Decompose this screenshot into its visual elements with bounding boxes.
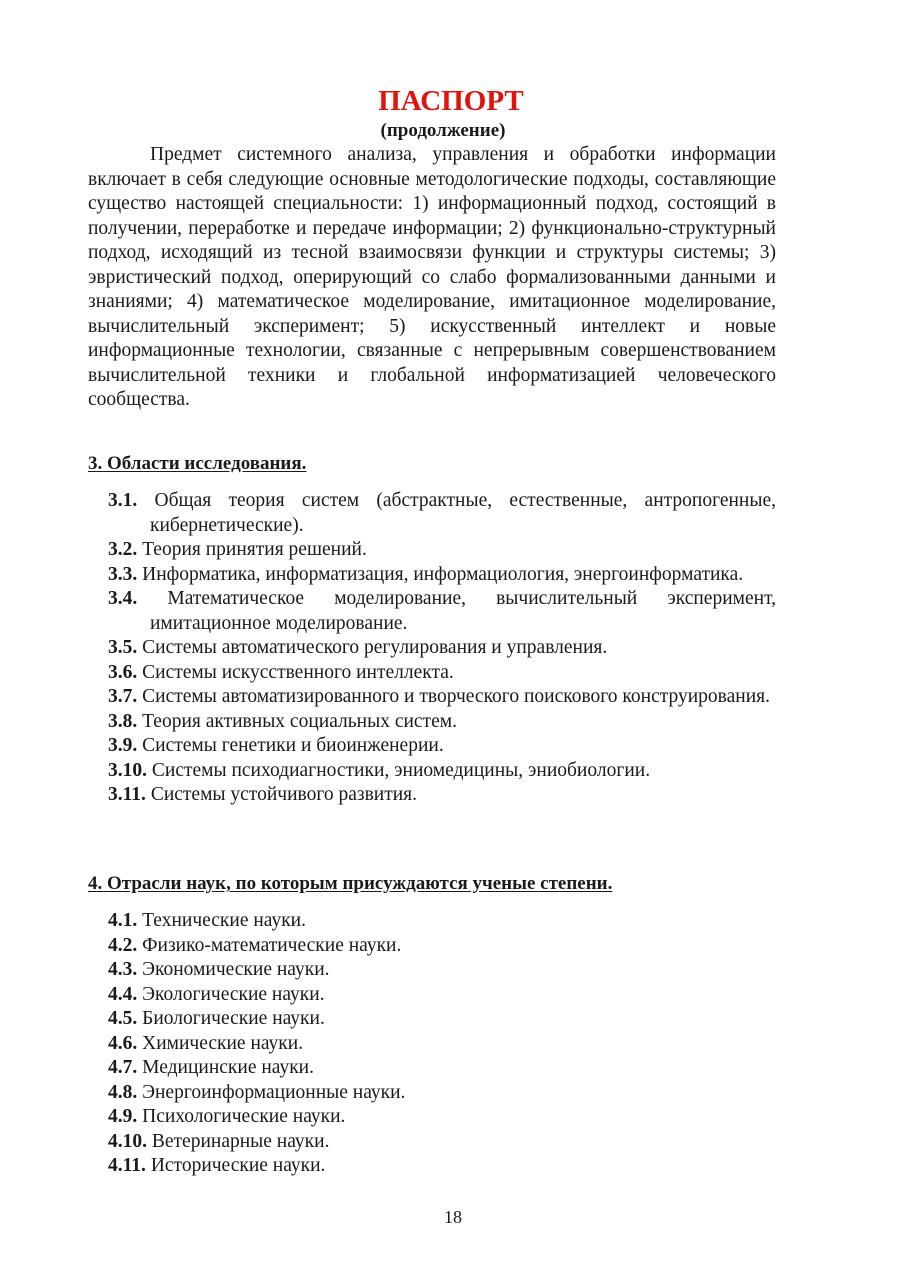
list-item (108, 909, 776, 934)
item-number: 3.7. (108, 686, 138, 707)
list-item (108, 1032, 776, 1057)
item-number: 3.5. (108, 637, 138, 658)
page-subtitle: (продолжение) (380, 120, 506, 141)
item-number: 4.4. (108, 983, 138, 1005)
item-number: 3.1. (108, 490, 138, 511)
item-number: 3.9. (108, 735, 138, 756)
item-number: 3.6. (108, 661, 138, 683)
item-number: 4.11. (108, 1155, 146, 1176)
section-4-heading: 4. Отрасли наук, по которым присуждаются ученые степени. (88, 873, 613, 894)
item-number: 3.3. (108, 563, 138, 585)
item-number: 4.10. (108, 1130, 147, 1152)
list-item (108, 783, 776, 808)
item-number: 4.1. (108, 910, 138, 931)
list-item (108, 1081, 776, 1106)
item-number: 4.2. (108, 934, 138, 956)
list-item (108, 1130, 776, 1155)
item-text: Экономические науки. (142, 959, 330, 980)
list-item (108, 1007, 776, 1032)
item-text: Системы искусственного интеллекта. (142, 661, 454, 683)
item-number: 4.6. (108, 1032, 138, 1054)
item-text: Теория принятия решений. (142, 539, 367, 560)
item-text: Системы генетики и биоинженерии. (142, 735, 444, 756)
item-text: Ветеринарные науки. (151, 1130, 330, 1152)
item-text: Медицинские науки. (142, 1057, 314, 1078)
item-text: Теория активных социальных систем. (142, 710, 457, 732)
item-text: Системы автоматического регулирования и управления. (142, 637, 608, 658)
page-title: ПАСПОРТ (378, 85, 524, 117)
item-text: Химические науки. (142, 1032, 304, 1054)
item-text: Системы устойчивого развития. (150, 784, 418, 805)
item-text: Энергоинформационные науки. (142, 1081, 406, 1103)
item-number: 4.5. (108, 1008, 138, 1029)
list-item (108, 1105, 776, 1130)
section-3-list (108, 489, 776, 808)
item-text: Математическое моделирование, вычислительный эксперимент, имитационное моделирование. (150, 588, 776, 634)
item-text: Биологические науки. (142, 1008, 325, 1029)
item-number: 3.4. (108, 588, 138, 609)
list-item (108, 685, 776, 710)
page-number: 18 (444, 1207, 462, 1227)
item-text: Физико-математические науки. (142, 934, 402, 956)
list-item (108, 734, 776, 759)
item-text: Системы автоматизированного и творческого поискового конструирования. (142, 686, 771, 707)
list-item (108, 489, 776, 538)
item-number: 3.8. (108, 710, 138, 732)
item-number: 4.8. (108, 1081, 138, 1103)
item-text: Информатика, информатизация, информациология, энергоинформатика. (142, 563, 744, 585)
section-4-list (108, 909, 776, 1179)
item-number: 3.11. (108, 784, 146, 805)
item-text: Общая теория систем (абстрактные, естественные, антропогенные, кибернетические). (150, 490, 776, 536)
item-number: 3.2. (108, 539, 138, 560)
item-number: 4.7. (108, 1057, 138, 1078)
item-text: Психологические науки. (142, 1106, 346, 1127)
item-text: Экологические науки. (142, 983, 325, 1005)
list-item (108, 934, 776, 959)
list-item (108, 983, 776, 1008)
item-number: 3.10. (108, 759, 147, 781)
item-number: 4.9. (108, 1106, 138, 1127)
item-text: Системы психодиагностики, эниомедицины, эниобиологии. (151, 759, 651, 781)
section-3-heading: 3. Области исследования. (88, 453, 307, 474)
item-text: Технические науки. (142, 910, 306, 931)
list-item (108, 1056, 776, 1081)
list-item (108, 759, 776, 784)
intro-paragraph: Предмет системного анализа, управления и обработки информации включает в себя следующие основные методологические подходы, составляющие существо настоящей специальности: 1) информационный подход, состоящий в получении, переработке и передаче информации; 2) функционально-структурный подход, исходящий из тесной взаимосвязи функции и структуры системы; 3) эвристический подход, оперирующий со слабо формализованными данными и знаниями; 4) математическое моделирование, имитационное моделирование, вычислительный эксперимент; 5) искусственный интеллект и новые информационные технологии, связанные с непрерывным совершенствованием вычислительной техники и глобальной информатизацией человеческого сообщества. (88, 144, 776, 410)
list-item (108, 587, 776, 636)
list-item (108, 710, 776, 735)
list-item (108, 636, 776, 661)
list-item (108, 538, 776, 563)
item-text: Исторические науки. (150, 1155, 326, 1176)
list-item (108, 661, 776, 686)
list-item (108, 563, 776, 588)
list-item (108, 958, 776, 983)
item-number: 4.3. (108, 959, 138, 980)
list-item (108, 1154, 776, 1179)
